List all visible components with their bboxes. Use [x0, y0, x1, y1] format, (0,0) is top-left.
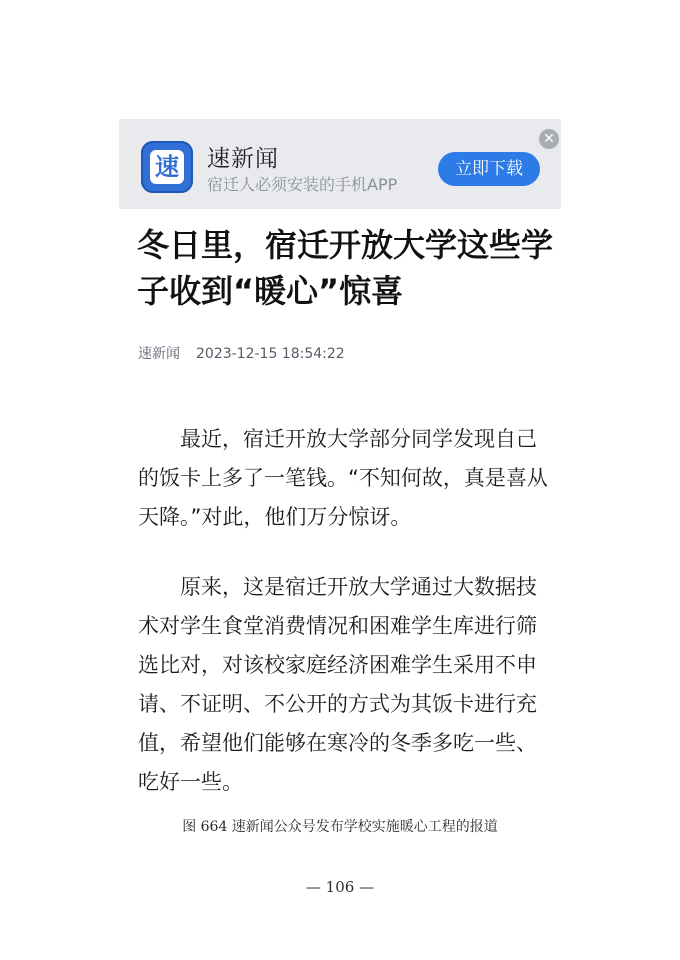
app-download-banner[interactable] [119, 119, 561, 209]
app-tagline: 宿迁人必须安装的手机APP [207, 175, 398, 194]
article-paragraph-1: 最近，宿迁开放大学部分同学发现自己的饭卡上多了一笔钱。“不知何故，真是喜从天降。”对此，他们万分惊讶。 [138, 427, 548, 529]
article-title: 冬日里，宿迁开放大学这些学子收到“暖心”惊喜 [137, 226, 554, 310]
article-meta [138, 343, 345, 363]
article-paragraph-2: 原来，这是宿迁开放大学通过大数据技术对学生食堂消费情况和困难学生库进行筛选比对，对该校家庭经济困难学生采用不申请、不证明、不公开的方式为其饭卡进行充值，希望他们能够在寒冷的冬季多吃一些、吃好一些。 [138, 575, 537, 794]
app-logo-glyph: 速 [150, 150, 184, 184]
article-datetime: 2023-12-15 18:54:22 [196, 346, 345, 362]
page-number: — 106 — [305, 878, 375, 896]
download-button[interactable]: 立即下载 [438, 152, 540, 186]
figure-caption: 图 664 速新闻公众号发布学校实施暖心工程的报道 [182, 819, 498, 835]
article-source: 速新闻 [138, 346, 180, 362]
app-name: 速新闻 [207, 146, 279, 172]
app-logo-icon [141, 141, 193, 193]
close-icon[interactable]: ✕ [539, 129, 559, 149]
